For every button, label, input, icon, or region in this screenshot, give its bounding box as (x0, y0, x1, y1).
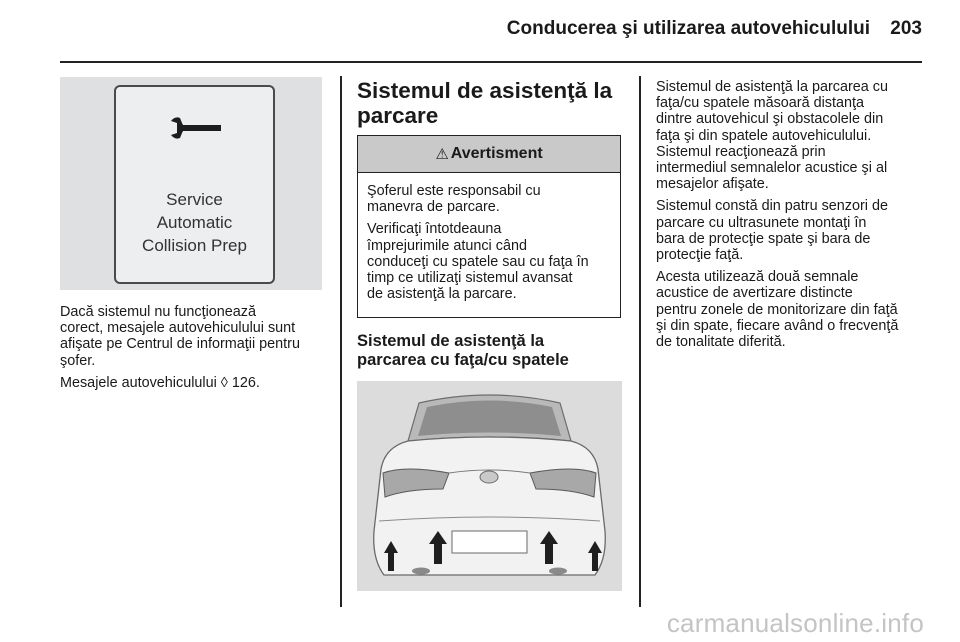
title-line: Sistemul de asistenţă la (357, 78, 613, 103)
text-line: bara de protecţie spate şi bara de (656, 230, 871, 247)
paragraph (367, 183, 617, 215)
column-divider-1 (340, 76, 342, 607)
text-line: şofer. (60, 352, 96, 369)
subsection-title (357, 332, 627, 370)
warning-body (367, 183, 617, 308)
driver-info-display-figure (60, 77, 322, 290)
text-line: Şoferul este responsabil cu (367, 183, 541, 199)
paragraph (656, 269, 924, 350)
text-line: acustice de avertizare distincte (656, 285, 853, 302)
text-line: împrejurimile atunci când (367, 237, 527, 254)
header-rule (60, 61, 922, 63)
text-line: conduceţi cu spatele sau cu faţa în (367, 253, 589, 270)
display-message (116, 188, 273, 257)
text-line: şi din spate, fiecare având o frecvenţă (656, 317, 899, 334)
text-line: Dacă sistemul nu funcţionează (60, 304, 256, 320)
text-line: de tonalitate diferită. (656, 334, 786, 351)
warning-box (357, 135, 621, 318)
text-line: de asistenţă la parcare. (367, 286, 517, 303)
text-line: afişate pe Centrul de informaţii pentru (60, 336, 300, 353)
title-line: parcarea cu faţa/cu spatele (357, 351, 569, 369)
car-rear-sensors-illustration (357, 381, 622, 591)
warning-header (358, 136, 620, 173)
paragraph (367, 221, 617, 302)
text-line: corect, mesajele autovehiculului sunt (60, 320, 296, 337)
paragraph (656, 79, 924, 192)
column-divider-2 (639, 76, 641, 607)
text-line: protecţie faţă. (656, 247, 744, 264)
right-column-text (656, 79, 924, 356)
title-line: Sistemul de asistenţă la (357, 332, 545, 350)
section-title (357, 78, 627, 128)
text-line: Verificaţi întotdeauna (367, 221, 502, 238)
text-line: Sistemul reacţionează prin (656, 143, 826, 160)
text-line: Acesta utilizează două semnale (656, 269, 859, 286)
page-reference[interactable] (60, 375, 328, 391)
display-screen (114, 85, 275, 284)
text-line: Mesajele autovehiculului ◊ 126. (60, 374, 260, 391)
warning-triangle-icon: ⚠ (435, 145, 449, 163)
watermark: carmanualsonline.info (666, 608, 924, 638)
title-line: parcare (357, 103, 439, 128)
page-number: 203 (890, 18, 922, 39)
running-header-title: Conducerea şi utilizarea autovehiculului (506, 18, 870, 39)
text-line: intermediul semnalelor acustice şi al (656, 160, 888, 177)
text-line: parcare cu ultrasunete montaţi în (656, 214, 867, 231)
left-column-text (60, 304, 328, 397)
display-line: Collision Prep (142, 236, 247, 255)
display-line: Automatic (156, 213, 233, 232)
warning-label: Avertisment (450, 145, 543, 162)
text-line: timp ce utilizaţi sistemul avansat (367, 270, 573, 287)
text-line: faţa/cu spatele măsoară distanţa (656, 95, 864, 112)
display-line: Service (166, 190, 223, 209)
text-line: Sistemul constă din patru senzori de (656, 198, 888, 215)
text-line: dintre autovehicul şi obstacolele din (656, 111, 884, 128)
text-line: mesajelor afişate. (656, 176, 769, 193)
wrench-icon (169, 115, 223, 141)
text-line: Sistemul de asistenţă la parcarea cu (656, 79, 888, 95)
text-line: manevra de parcare. (367, 199, 500, 216)
paragraph (656, 198, 924, 263)
text-line: pentru zonele de monitorizare din faţă (656, 301, 898, 318)
text-line: faţa şi din spatele autovehiculului. (656, 127, 872, 144)
paragraph (60, 304, 328, 369)
